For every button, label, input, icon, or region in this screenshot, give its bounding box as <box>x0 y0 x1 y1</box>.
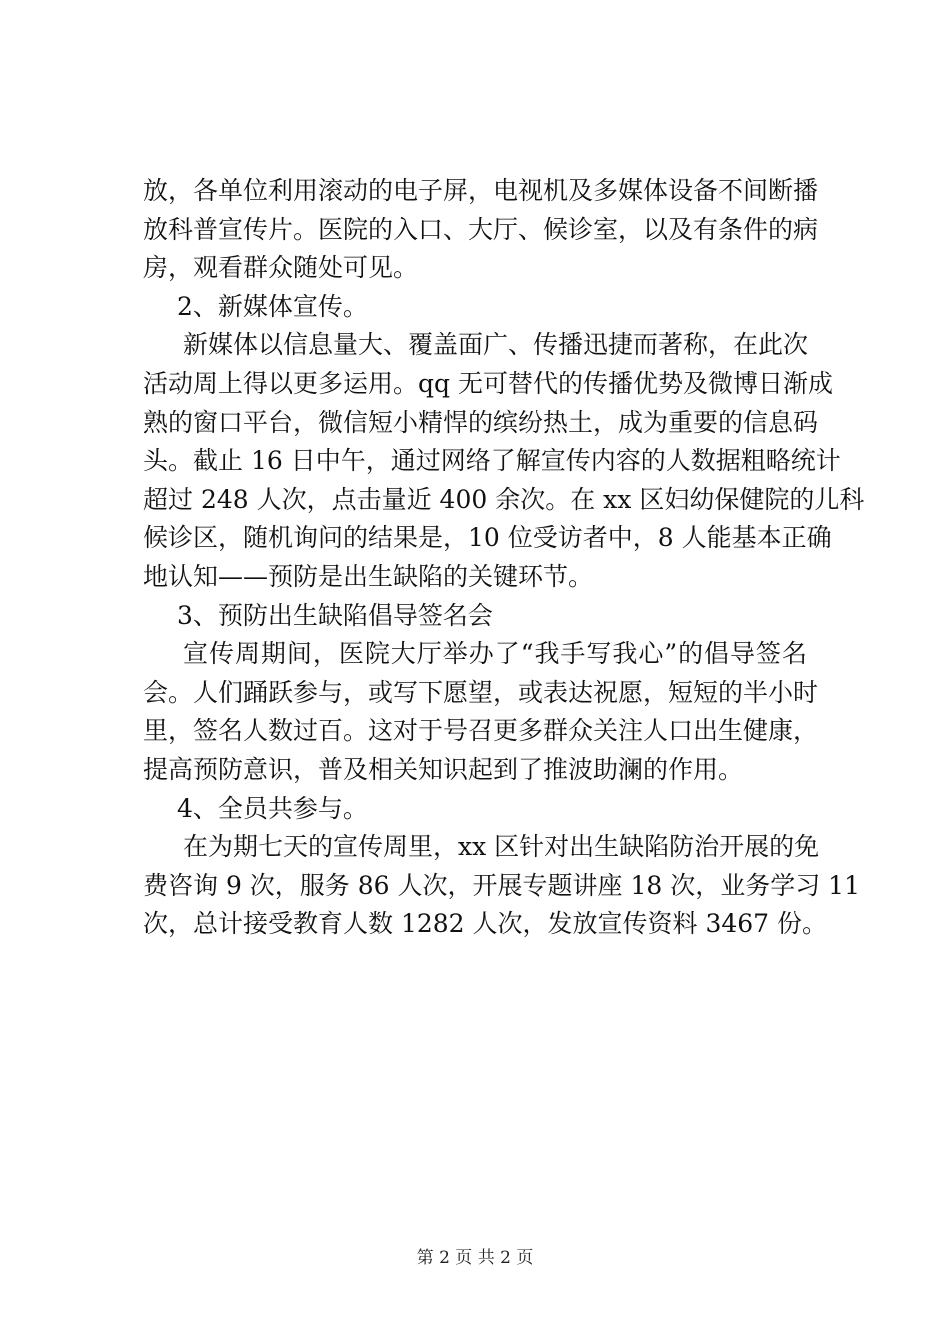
paragraph-line: 次，总计接受教育人数 1282 人次，发放宣传资料 3467 份。 <box>143 909 828 939</box>
page-number-footer: 第 2 页 共 2 页 <box>416 1248 534 1268</box>
paragraph-line: 费咨询 9 次，服务 86 人次，开展专题讲座 18 次，业务学习 11 <box>143 870 860 900</box>
section-heading: 4、全员共参与。 <box>177 793 368 823</box>
paragraph-line: 候诊区，随机询问的结果是，10 位受访者中，8 人能基本正确 <box>143 523 832 553</box>
paragraph-line: 在为期七天的宣传周里，xx 区针对出生缺陷防治开展的免 <box>183 832 820 862</box>
paragraph-line: 活动周上得以更多运用。qq 无可替代的传播优势及微博日渐成 <box>143 368 833 398</box>
paragraph-line: 放科普宣传片。医院的入口、大厅、候诊室，以及有条件的病 <box>143 214 819 244</box>
paragraph-line: 提高预防意识，普及相关知识起到了推波助澜的作用。 <box>143 754 744 784</box>
paragraph-line: 房，观看群众随处可见。 <box>143 253 419 283</box>
paragraph-line: 头。截止 16 日中午，通过网络了解宣传内容的人数据粗略统计 <box>143 446 841 476</box>
paragraph-line: 里，签名人数过百。这对于号召更多群众关注人口出生健康， <box>143 716 819 746</box>
paragraph-line: 放，各单位利用滚动的电子屏，电视机及多媒体设备不间断播 <box>143 176 819 205</box>
section-heading: 2、新媒体宣传。 <box>177 291 368 321</box>
section-heading: 3、预防出生缺陷倡导签名会 <box>177 600 493 630</box>
paragraph-line: 超过 248 人次，点击量近 400 余次。在 xx 区妇幼保健院的儿科 <box>143 484 865 514</box>
paragraph-line: 宣传周期间，医院大厅举办了“我手写我心”的倡导签名 <box>183 639 807 669</box>
body-text <box>143 172 865 944</box>
paragraph-line: 会。人们踊跃参与，或写下愿望，或表达祝愿，短短的半小时 <box>143 677 819 707</box>
paragraph-line: 地认知——预防是出生缺陷的关键环节。 <box>143 561 594 591</box>
paragraph-line: 熟的窗口平台，微信短小精悍的缤纷热土，成为重要的信息码 <box>143 407 819 437</box>
paragraph-line: 新媒体以信息量大、覆盖面广、传播迅捷而著称，在此次 <box>183 330 809 360</box>
